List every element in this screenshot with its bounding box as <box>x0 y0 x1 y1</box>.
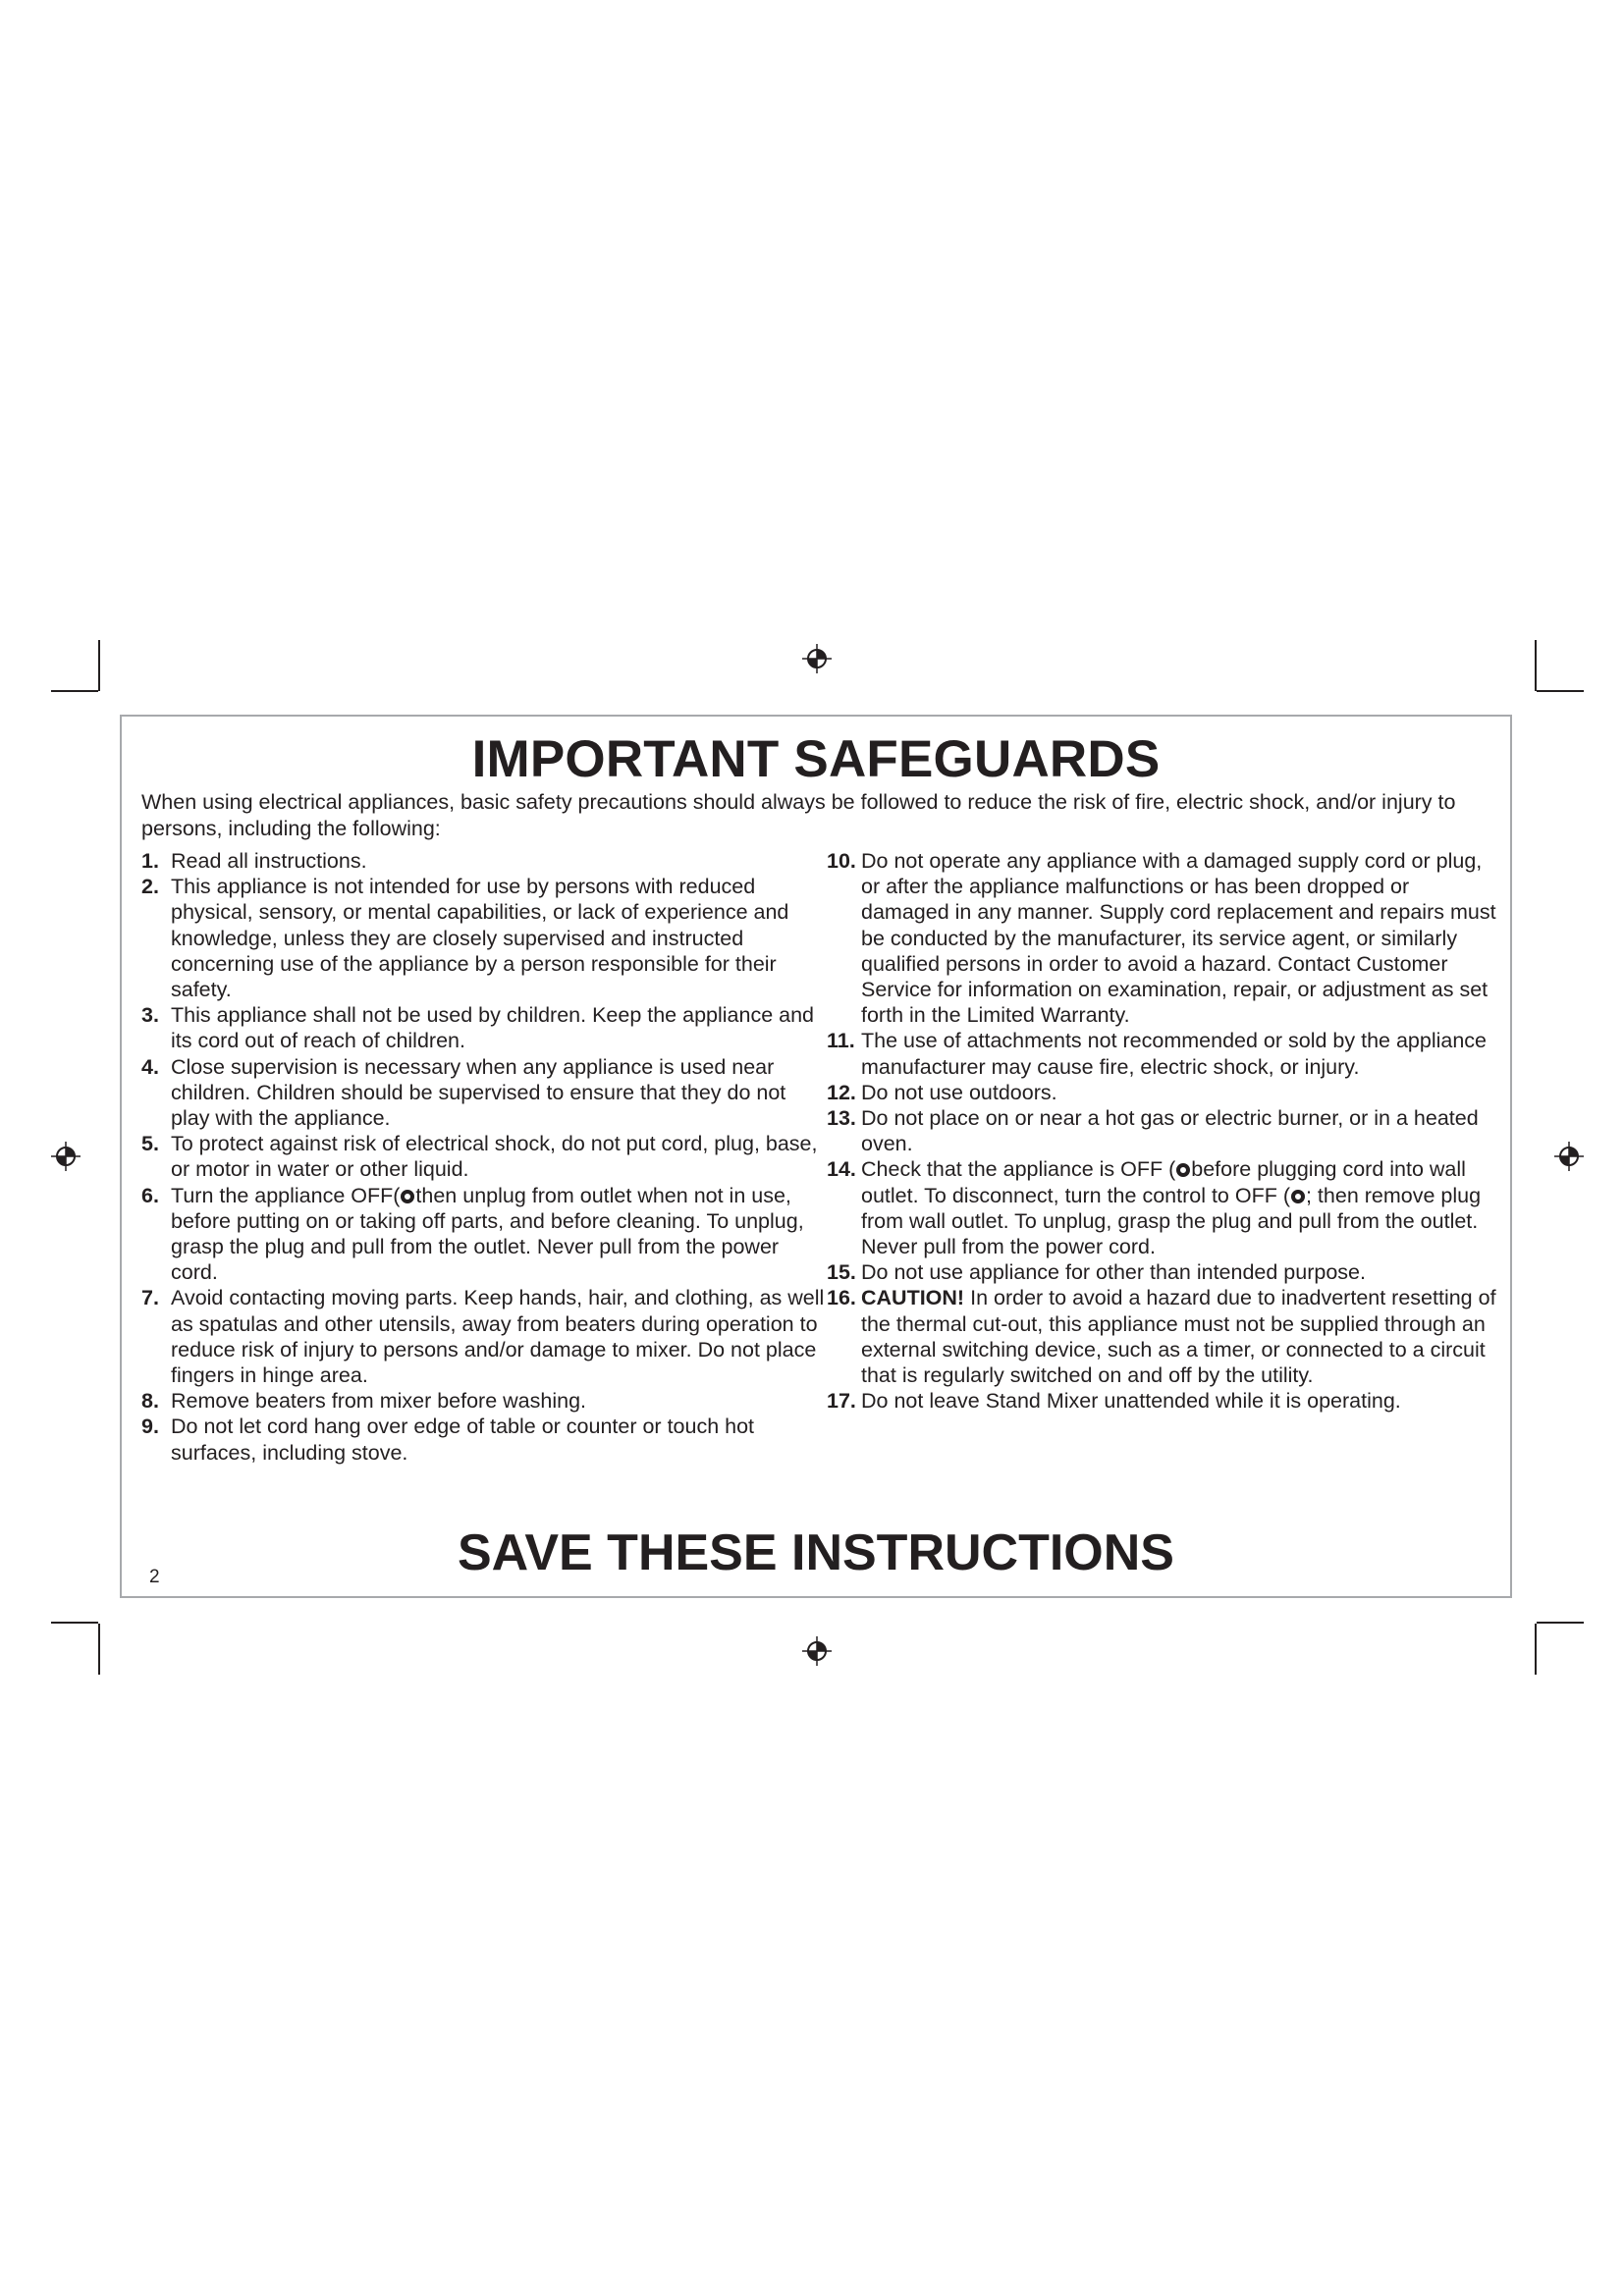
list-item <box>141 1414 829 1465</box>
list-item <box>141 848 829 874</box>
item-text: This appliance is not intended for use by persons with reduced physical, sensory, or mental capabilities, or lack of experience and knowledge, unless they are closely supervised and instructed concerning use of the appliance by a person responsible for their safety. <box>171 875 789 1002</box>
list-item <box>827 1156 1500 1259</box>
list-item <box>827 1028 1500 1079</box>
item-text-part: Check that the appliance is OFF ( <box>861 1157 1176 1182</box>
list-item <box>141 1054 829 1132</box>
list-item <box>141 1183 829 1286</box>
list-item <box>827 1388 1500 1414</box>
item-text: Avoid contacting moving parts. Keep hands, hair, and clothing, as well as spatulas and other utensils, away from beaters during operation to reduce risk of injury to persons and/or damage to mixer. Do not place fingers in hinge area. <box>171 1286 825 1388</box>
list-item <box>827 1285 1500 1388</box>
item-text: Remove beaters from mixer before washing. <box>171 1389 587 1414</box>
crop-mark <box>98 1624 100 1675</box>
item-text: Do not let cord hang over edge of table or counter or touch hot surfaces, including stove. <box>171 1415 755 1465</box>
item-text: Do not place on or near a hot gas or electric burner, or in a heated oven. <box>861 1106 1479 1156</box>
item-text: The use of attachments not recommended or sold by the appliance manufacturer may cause fire, electric shock, or injury. <box>861 1029 1488 1079</box>
list-item <box>141 1285 829 1388</box>
item-number: 12. <box>827 1080 856 1104</box>
item-text-part: Turn the appliance OFF( <box>171 1183 401 1207</box>
item-number: 16. <box>827 1286 856 1310</box>
item-number: 2. <box>141 875 159 899</box>
item-number: 1. <box>141 849 159 873</box>
crop-mark <box>1537 1622 1584 1624</box>
item-text: Close supervision is necessary when any appliance is used near children. Children should be supervised to ensure that they do not play with the appliance. <box>171 1054 786 1131</box>
item-number: 17. <box>827 1389 856 1414</box>
registration-mark-icon <box>51 1142 81 1171</box>
item-number: 7. <box>141 1286 159 1310</box>
item-text: Read all instructions. <box>171 849 367 873</box>
item-text <box>861 1285 1500 1388</box>
item-text-part: ; then remove plug from wall outlet. To unplug, grasp the plug and pull from the outlet. Never pull from the power cord. <box>861 1183 1482 1259</box>
power-off-icon <box>1176 1163 1190 1177</box>
crop-mark <box>98 640 100 691</box>
intro-paragraph: When using electrical appliances, basic safety precautions should always be followed to reduce the risk of fire, electric shock, and/or injury to persons, including the following: <box>141 790 1456 840</box>
list-item <box>141 874 829 1002</box>
item-number: 13. <box>827 1106 856 1131</box>
registration-mark-icon <box>1554 1142 1584 1171</box>
item-text: Do not use outdoors. <box>861 1080 1057 1104</box>
list-item <box>141 1131 829 1182</box>
power-off-icon <box>401 1190 414 1203</box>
item-number: 11. <box>827 1029 855 1053</box>
crop-mark <box>51 1622 98 1624</box>
crop-mark <box>1535 1624 1537 1675</box>
crop-mark <box>51 690 98 692</box>
registration-mark-icon <box>802 1636 832 1666</box>
item-number: 6. <box>141 1183 159 1207</box>
page-number: 2 <box>149 1567 160 1587</box>
item-number: 9. <box>141 1415 159 1439</box>
crop-mark <box>1535 640 1537 691</box>
item-number: 5. <box>141 1132 159 1156</box>
item-number: 15. <box>827 1260 856 1285</box>
list-item <box>827 1259 1500 1285</box>
item-number: 14. <box>827 1157 856 1182</box>
caution-label: CAUTION! <box>861 1286 965 1310</box>
item-text: To protect against risk of electrical shock, do not put cord, plug, base, or motor in water or other liquid. <box>171 1132 818 1182</box>
crop-mark <box>1537 690 1584 692</box>
item-text <box>861 1156 1500 1259</box>
safeguards-panel <box>120 715 1512 1598</box>
item-number: 8. <box>141 1389 159 1414</box>
item-number: 3. <box>141 1003 159 1028</box>
item-text: Do not use appliance for other than intended purpose. <box>861 1260 1366 1285</box>
list-item <box>827 1080 1500 1105</box>
list-item <box>141 1002 829 1053</box>
safeguards-list-left <box>141 848 829 1466</box>
item-number: 10. <box>827 849 856 873</box>
save-instructions-title: SAVE THESE INSTRUCTIONS <box>457 1524 1174 1581</box>
list-item <box>827 848 1500 1028</box>
item-text: Do not operate any appliance with a damaged supply cord or plug, or after the appliance malfunctions or has been dropped or damaged in any manner. Supply cord replacement and repairs must be conducted by the manufacturer, its service agent, or similarly qualified persons in order to avoid a hazard. Contact Customer Service for information on examination, repair, or adjustment as set forth in the Limited Warranty. <box>861 849 1496 1028</box>
item-text <box>171 1183 829 1286</box>
registration-mark-icon <box>802 644 832 673</box>
item-text-part: before plugging cord into wall outlet. To disconnect, turn the control to OFF ( <box>861 1157 1466 1207</box>
safeguards-list-right <box>827 848 1500 1414</box>
item-text-part: then unplug from outlet when not in use, before putting on or taking off parts, and before cleaning. To unplug, grasp the plug and pull from the outlet. Never pull from the power cord. <box>171 1183 804 1285</box>
item-text-part: In order to avoid a hazard due to inadvertent resetting of the thermal cut-out, this appliance must not be supplied through an external switching device, such as a timer, or connected to a circuit that is regularly switched on and off by the utility. <box>861 1286 1496 1388</box>
item-text: Do not leave Stand Mixer unattended while it is operating. <box>861 1389 1401 1414</box>
page-title: IMPORTANT SAFEGUARDS <box>471 730 1161 788</box>
power-off-icon <box>1291 1190 1305 1203</box>
list-item <box>827 1105 1500 1156</box>
item-text: This appliance shall not be used by children. Keep the appliance and its cord out of reach of children. <box>171 1003 815 1053</box>
list-item <box>141 1388 829 1414</box>
item-number: 4. <box>141 1054 159 1079</box>
